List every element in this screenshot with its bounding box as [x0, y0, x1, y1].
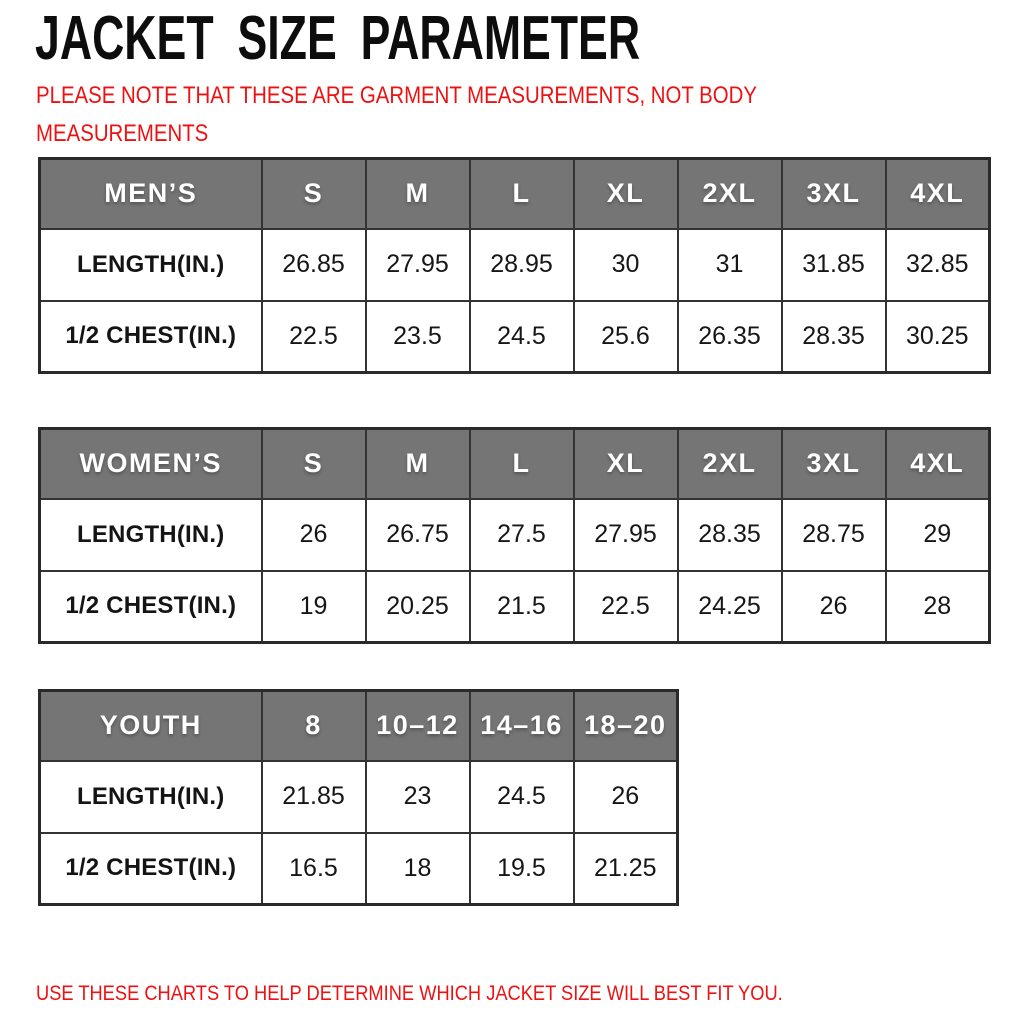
size-column-header: 18–20: [574, 691, 678, 761]
fit-guidance-note: USE THESE CHARTS TO HELP DETERMINE WHICH JACKET SIZE WILL BEST FIT YOU.: [36, 981, 783, 1005]
table-title-cell: YOUTH: [40, 691, 262, 761]
size-value-cell: 24.5: [470, 761, 574, 833]
size-value-cell: 21.25: [574, 833, 678, 905]
size-value-cell: 26.35: [678, 301, 782, 373]
size-column-header: 2XL: [678, 159, 782, 229]
size-value-cell: 31: [678, 229, 782, 301]
size-value-cell: 20.25: [366, 571, 470, 643]
size-column-header: 14–16: [470, 691, 574, 761]
table-header-row: [40, 159, 990, 229]
table-title-cell: MEN’S: [40, 159, 262, 229]
size-value-cell: 28.35: [782, 301, 886, 373]
size-value-cell: 27.5: [470, 499, 574, 571]
measurement-row: [40, 571, 990, 643]
measurement-row: [40, 499, 990, 571]
size-value-cell: 28: [886, 571, 990, 643]
size-value-cell: 22.5: [574, 571, 678, 643]
size-value-cell: 28.35: [678, 499, 782, 571]
size-value-cell: 26.75: [366, 499, 470, 571]
size-column-header: 10–12: [366, 691, 470, 761]
measurement-row-label: 1/2 CHEST(IN.): [40, 833, 262, 905]
mens-size-table: [38, 157, 991, 374]
size-value-cell: 27.95: [574, 499, 678, 571]
size-value-cell: 19: [262, 571, 366, 643]
size-column-header: 4XL: [886, 159, 990, 229]
note-line-1: PLEASE NOTE THAT THESE ARE GARMENT MEASUREMENTS, NOT BODY: [36, 82, 757, 109]
size-column-header: XL: [574, 429, 678, 499]
size-value-cell: 21.85: [262, 761, 366, 833]
size-value-cell: 28.75: [782, 499, 886, 571]
size-value-cell: 24.25: [678, 571, 782, 643]
table-header-row: [40, 429, 990, 499]
measurement-row-label: LENGTH(IN.): [40, 499, 262, 571]
size-column-header: 2XL: [678, 429, 782, 499]
size-column-header: XL: [574, 159, 678, 229]
table-header-row: [40, 691, 678, 761]
measurement-row-label: LENGTH(IN.): [40, 229, 262, 301]
size-value-cell: 26: [262, 499, 366, 571]
size-value-cell: 23.5: [366, 301, 470, 373]
size-column-header: L: [470, 159, 574, 229]
size-value-cell: 31.85: [782, 229, 886, 301]
size-column-header: M: [366, 429, 470, 499]
measurement-row-label: 1/2 CHEST(IN.): [40, 301, 262, 373]
size-value-cell: 18: [366, 833, 470, 905]
table-title-cell: WOMEN’S: [40, 429, 262, 499]
size-value-cell: 16.5: [262, 833, 366, 905]
size-value-cell: 30.25: [886, 301, 990, 373]
youth-size-table: [38, 689, 679, 906]
measurement-row: [40, 761, 678, 833]
size-column-header: 3XL: [782, 159, 886, 229]
size-value-cell: 28.95: [470, 229, 574, 301]
measurement-row: [40, 301, 990, 373]
measurement-row-label: 1/2 CHEST(IN.): [40, 571, 262, 643]
garment-measurement-note: [36, 77, 757, 153]
page-title: JACKET SIZE PARAMETER: [35, 4, 641, 73]
size-value-cell: 27.95: [366, 229, 470, 301]
size-value-cell: 29: [886, 499, 990, 571]
size-value-cell: 32.85: [886, 229, 990, 301]
size-column-header: S: [262, 429, 366, 499]
size-value-cell: 24.5: [470, 301, 574, 373]
size-value-cell: 26: [574, 761, 678, 833]
size-value-cell: 22.5: [262, 301, 366, 373]
womens-size-table: [38, 427, 991, 644]
size-column-header: 4XL: [886, 429, 990, 499]
size-column-header: 3XL: [782, 429, 886, 499]
size-value-cell: 23: [366, 761, 470, 833]
size-value-cell: 26: [782, 571, 886, 643]
note-line-2: MEASUREMENTS: [36, 120, 209, 147]
size-column-header: S: [262, 159, 366, 229]
measurement-row: [40, 833, 678, 905]
size-value-cell: 21.5: [470, 571, 574, 643]
size-column-header: 8: [262, 691, 366, 761]
size-value-cell: 25.6: [574, 301, 678, 373]
size-column-header: L: [470, 429, 574, 499]
size-value-cell: 19.5: [470, 833, 574, 905]
size-column-header: M: [366, 159, 470, 229]
size-value-cell: 26.85: [262, 229, 366, 301]
measurement-row: [40, 229, 990, 301]
measurement-row-label: LENGTH(IN.): [40, 761, 262, 833]
size-value-cell: 30: [574, 229, 678, 301]
